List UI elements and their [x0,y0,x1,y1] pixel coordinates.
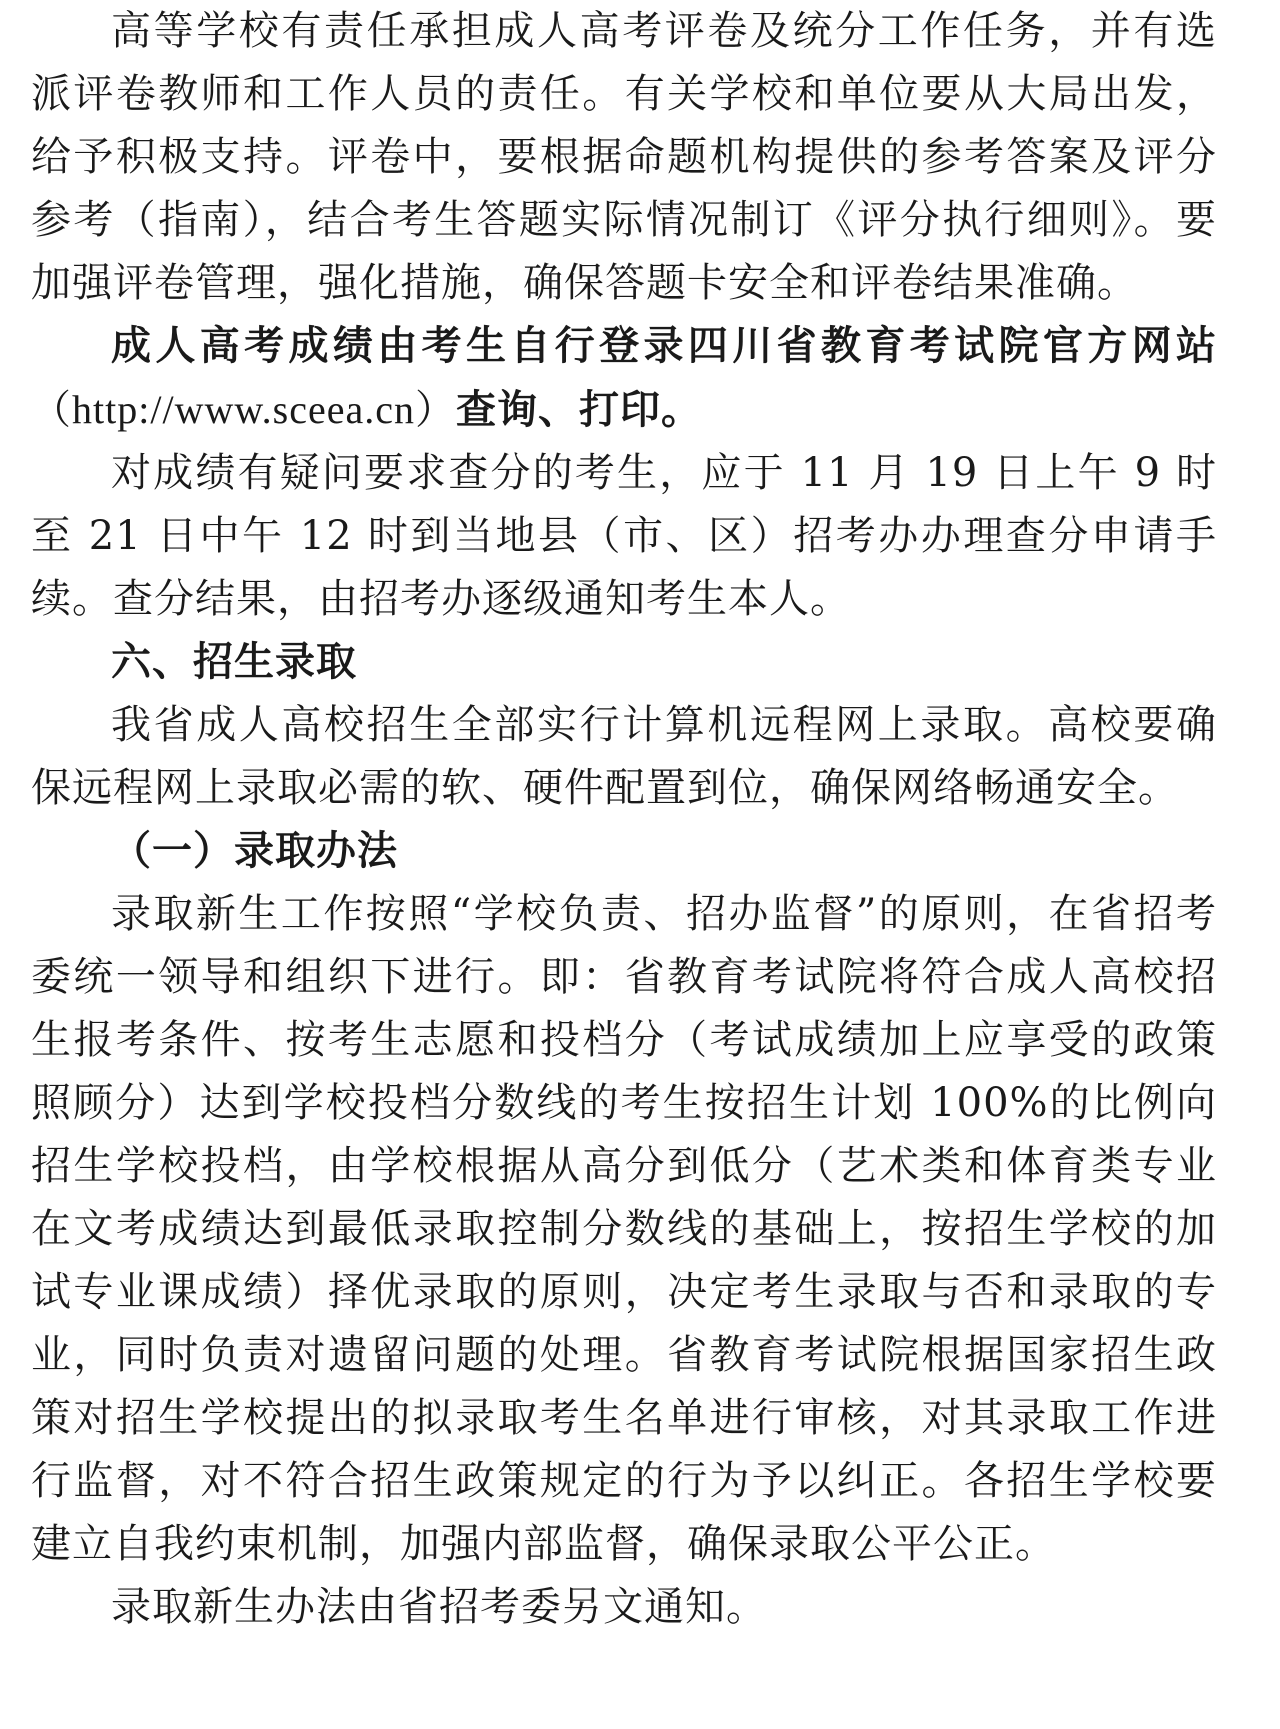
score-query-action: 查询、打印。 [455,387,702,433]
section-heading-admission: 六、招生录取 [111,639,357,685]
paragraph-score-query [31,315,1217,442]
score-query-text: 成人高考成绩由考生自行登录四川省教育考试院官方网站 [111,323,1217,369]
subsection-heading-admission-method: （一）录取办法 [111,828,398,874]
official-website-url[interactable]: （http://www.sceea.cn） [31,387,456,432]
paragraph-score-review: 对成绩有疑问要求查分的考生，应于 11 月 19 日上午 9 时至 21 日中午 12 时到当地县（市、区）招考办办理查分申请手续。查分结果，由招考办逐级通知考生本人。 [31,450,1217,622]
paragraph-grading-duties: 高等学校有责任承担成人高考评卷及统分工作任务，并有选派评卷教师和工作人员的责任。有关学校和单位要从大局出发，给予积极支持。评卷中，要根据命题机构提供的参考答案及评分参考（指南），结合考生答题实际情况制订《评分执行细则》。要加强评卷管理，强化措施，确保答题卡安全和评卷结果准确。 [31,8,1217,306]
paragraph-admission-principles: 录取新生工作按照“学校负责、招办监督”的原则，在省招考委统一领导和组织下进行。即：省教育考试院将符合成人高校招生报考条件、按考生志愿和投档分（考试成绩加上应享受的政策照顾分）达到学校投档分数线的考生按招生计划 100%的比例向招生学校投档，由学校根据从高分到低分（艺术类和体育类专业在文考成绩达到最低录取控制分数线的基础上，按招生学校的加试专业课成绩）择优录取的原则，决定考生录取与否和录取的专业，同时负责对遗留问题的处理。省教育考试院根据国家招生政策对招生学校提出的拟录取考生名单进行审核，对其录取工作进行监督，对不符合招生政策规定的行为予以纠正。各招生学校要建立自我约束机制，加强内部监督，确保录取公平公正。 [31,891,1217,1567]
paragraph-online-admission: 我省成人高校招生全部实行计算机远程网上录取。高校要确保远程网上录取必需的软、硬件配置到位，确保网络畅通安全。 [31,702,1217,811]
document-page [31,0,1217,1639]
paragraph-admission-notice: 录取新生办法由省招考委另文通知。 [111,1584,767,1630]
